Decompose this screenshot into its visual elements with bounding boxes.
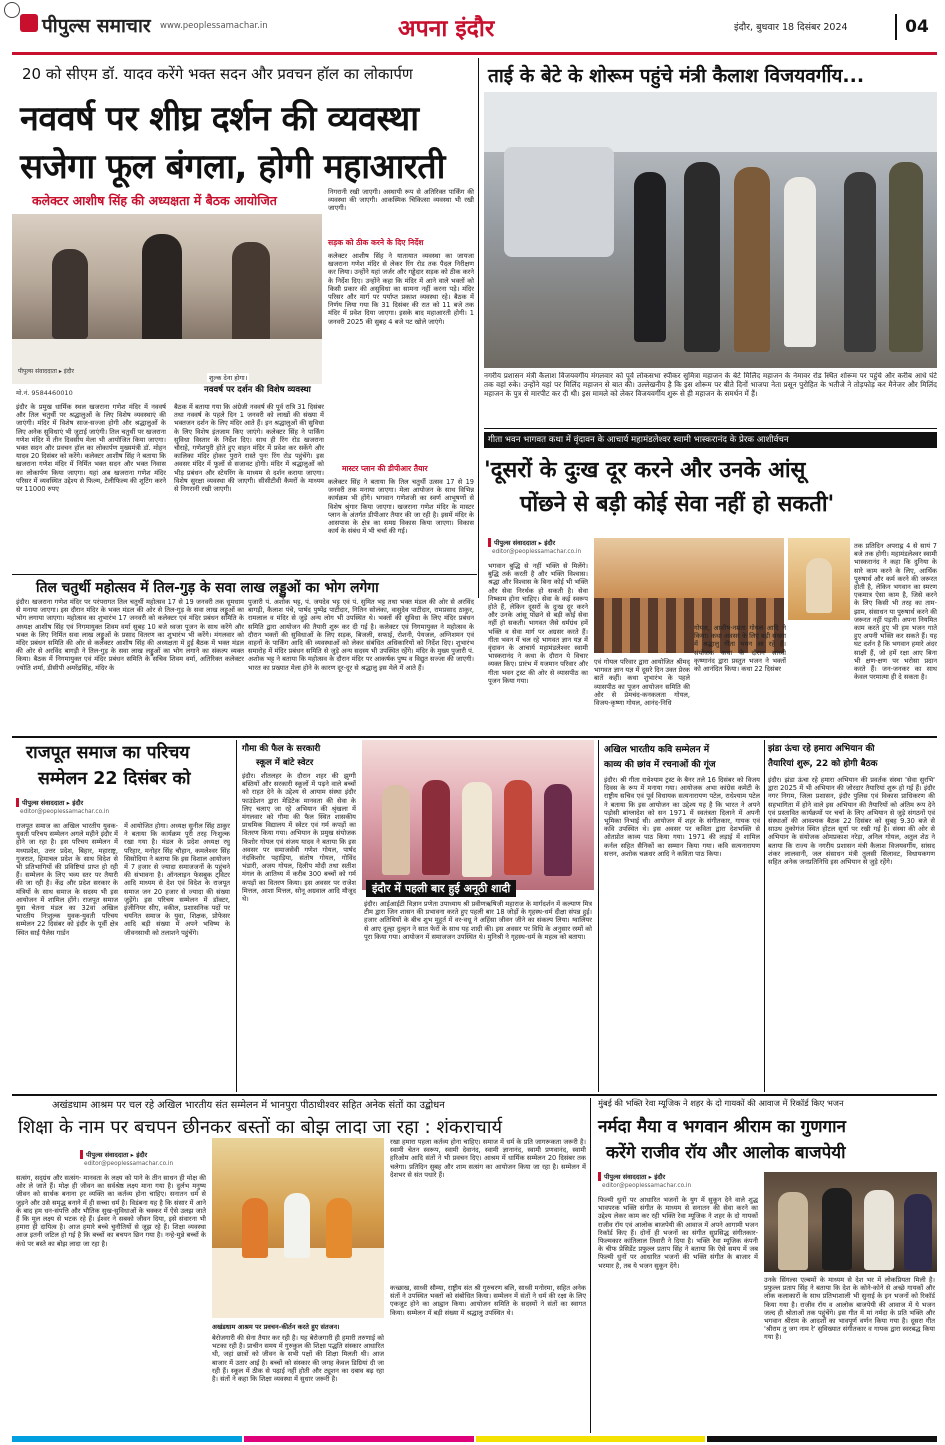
story5-col1: राजपूत समाज का अखिल भारतीय युवक-युवती परिचय सम्मेलन अगले महीने इंदौर में होने जा रहा है। इस परिचय सम्मेलन में मध्यप्रदेश, उत्तर प्रदेश, बिहार, महाराष्ट्र, गुजरात, हिमाचल प्रदेश के साथ विदेश से भी प्रतिभागियों की प्रविष्टियां प्राप्त हो रही हैं। सम्मेलन के लिए भव्य स्तर पर तैयारी की जा रही है। केंद्र और प्रदेश सरकार के मंत्रियों के साथ समाज के सदस्य भी इस आयोजन में शामिल होंगे। राजपूत समाज युवा चेतना मंडल का 32वां अखिल भारतीय निःशुल्क युवक-युवती परिचय सम्मेलन 22 दिसंबर को इंदौर के पूर्वी क्षेत्र स्थित साईं पैलेस गार्डन xyxy=(16,822,118,937)
person-silhouette-icon xyxy=(904,1194,932,1270)
story1-col1: इंदौर के प्रमुख धार्मिक स्थल खजराना गणेश मंदिर में नववर्ष और तिल चतुर्थी पर श्रद्धालुओं के लिए विशेष व्यवस्थाएं की जाएंगी। मंदिर में विशेष साज-सज्जा होगी और श्रद्धालुओं के लिए अनेक सुविधाएं भी जुटाई जाएंगी। तिल चतुर्थी पर खजराना गणेश मंदिर में तीन दिवसीय मेला भी आयोजित किया जाएगा। भक्त सदन और प्रवचन हॉल का लोकार्पण मुख्यमंत्री डॉ. मोहन यादव 20 दिसंबर को करेंगे। कलेक्टर आशीष सिंह ने बताया कि खजराना गणेश मंदिर में निर्मित भक्त सदन और भक्त निवास का लोकार्पण किया जाएगा। यहां अब खजराना गणेश मंदिर परिसर में व्यवस्थित उद्देश्य से फिल्म, टेलीफिल्म की शूटिंग करने पर 11000 रुपए xyxy=(16,403,166,494)
story1-headline-line1: नववर्ष पर शीघ्र दर्शन की व्यवस्था xyxy=(20,99,419,139)
stage-shape xyxy=(212,1248,384,1318)
person-silhouette-icon xyxy=(382,785,410,875)
story10-email[interactable]: editor@peoplessamachar.co.in xyxy=(84,1161,174,1167)
story4-headline: तिल चतुर्थी महोत्सव में तिल-गुड़ के सवा लाख लड्डुओं का भोग लगेगा xyxy=(36,580,379,596)
dateline: इंदौर, बुधवार 18 दिसंबर 2024 xyxy=(734,22,848,33)
story11-photo xyxy=(764,1172,937,1272)
story11-byline-name: पीपुल्स संवाददाता xyxy=(604,1173,647,1181)
story3-headline-line2: पोंछने से बड़ी कोई सेवा नहीं हो सकती' xyxy=(520,492,835,517)
story8-kicker-line1: अखिल भारतीय कवि सम्मेलन में xyxy=(604,745,710,755)
story3-col3: तक प्रतिदिन अपराह्न 4 से सायं 7 बजे तक होगी। महामंडलेश्वर स्वामी भास्करानंद ने कहा कि दुनिया के सारे काम करने के लिए, आर्थिक पुरुषार्थ और कर्म करने की जरूरत होती है, लेकिन भगवान का स्मरण एकमात्र ऐसा काम है, जिसे करने के लिए किसी भी तरह का ताम-झाम, संसाधन या पुरुषार्थ करने की जरूरत नहीं पड़ती। अपना नियमित काम करते हुए भी हम भजन गाते हुए अपनी भक्ति कर सकते हैं। यह घट दर्शन है कि भगवान हमारे अंदर साक्षी हैं, जो हमें रक्षा आए बिना भी क्षण-क्षण पर भरोसा प्रदान करते हैं। जन-जनकर का साथ केवल परमात्मा ही दे सकता है। xyxy=(854,542,937,682)
story-jhanda-abhiyan xyxy=(768,740,937,1092)
story7-photo xyxy=(362,740,594,890)
story11-kicker: मुंबई की भक्ति रेवा म्यूजिक ने शहर के दो गायकों की आवाज में रिकॉर्ड किए भजन xyxy=(598,1098,844,1108)
story11-headline-line1: नर्मदा मैया व भगवान श्रीराम का गुणगान xyxy=(598,1117,846,1137)
person-silhouette-icon xyxy=(326,1198,352,1258)
person-silhouette-icon xyxy=(242,1198,268,1258)
story6-body: इंदौर। शीतलहर के दौरान शहर की झुग्गी बस्तियों और सरकारी स्कूलों में पढ़ने वाले बच्चों को राहत देने के उद्देश्य से आयाम संस्था इंदौर फाउंडेशन द्वारा मेडिटेक मानवता की सेवा के लिए चलाए जा रहे अभियान की श्रृंखला में मंगलवार को गौमा की फैल स्थित शासकीय प्राथमिक विद्यालय में स्वेटर एवं गर्म कपड़ों का वितरण किया गया। अभियान के प्रमुख संयोजक किशोर गोयल एवं संजय यादव ने बताया कि इस अवसर पर समाजसेवी गणेश गोयल, पार्षद नंदकिशोर पहाड़िया, संतोष गोयल, गोविंद भंडारी, अजय गोयल, दिलीप मोदी तथा सतीश मंगल के आतिथ्य में करीब 300 बच्चों को गर्म कपड़ों का वितरण किया। इस अवसर पर राजेश मित्तल, आशा मित्तल, सोनू अग्रवाल आदि मौजूद थे। xyxy=(242,772,356,904)
person-silhouette-icon xyxy=(422,780,450,875)
table-shape xyxy=(12,339,322,384)
story9-body: इंदौर। झंडा ऊंचा रहे हमारा अभियान की प्रवर्तक संस्था 'सेवा सुरभि' द्वारा 2025 में भी अभियान की जोरदार तैयारियां शुरू हो गई हैं। इंदौर नगर निगम, जिला प्रशासन, इंदौर पुलिस एवं विकास प्राधिकरण की सहभागिता में होने वाले इस अभियान की तैयारियों को अंतिम रूप देने एवं प्रस्तावित कार्यक्रमों पर चर्चा के लिए अभियान से जुड़े संगठनों एवं संस्थाओं की आवश्यक बैठक 22 दिसंबर को सुबह 9.30 बजे से साउथ तुकोगंज स्थित होटल सूर्या पर रखी गई है। संस्था की ओर से अभियान के संयोजक ओमप्रकाश नरेड़ा, अनिल गोयल, अतुल शेठ ने बताया कि राज्य के नगरीय प्रशासन मंत्री कैलाश विजयवर्गीय, सांसद शंकर लालवानी, जल संसाधन मंत्री तुलसी सिलावट, विधायकगण सहित अनेक जनप्रतिनिधि इस अभियान से जुड़े रहेंगे। xyxy=(768,776,935,867)
story-tai-showroom xyxy=(484,58,937,428)
story-unique-wedding xyxy=(362,740,594,1092)
story1-sub1: सड़क को ठीक करने के दिए निर्देश xyxy=(328,238,424,247)
story1-deck: कलेक्टर आशीष सिंह की अध्यक्षता में बैठक आयोजित xyxy=(32,193,277,208)
story11-city: इंदौर xyxy=(654,1173,666,1181)
story11-headline-line2: करेंगे राजीव रॉय और आलोक बाजपेयी xyxy=(606,1143,846,1163)
story10-kicker: अखंडधाम आश्रम पर चल रहे अखिल भारतीय संत सम्मेलन में भानपुरा पीठाधीश्वर सहित अनेक संतों का उद्बोधन xyxy=(52,1100,445,1111)
story6-headline-line2: स्कूल में बांटे स्वेटर xyxy=(256,758,314,768)
masthead-rule xyxy=(12,52,937,55)
story10-col1: सत्संग, सद्ग्रंथ और सत्संग- मानवता के लक्ष्य को पाने के तीन साधन ही मोक्ष की ओर ले जाते हैं। मोक्ष ही जीवन का सर्वश्रेष्ठ लक्ष्य माना गया है। दुर्लभ मनुष्य जीवन को सार्थक बनाना हर व्यक्ति का कर्तव्य होना चाहिए। सनातन धर्म से जुड़ने और उसे समृद्ध बनाने में ही सच्चा धर्म है। विडंबना यह है कि संसार में आने के बाद हम धन-संपत्ति और भौतिक सुख-सुविधाओं के चक्कर में ऐसे उलझ जाते हैं कि मूल लक्ष्य से भटक रहे हैं। ईश्वर ने सबको जीवन दिया, इसे संवारना भी हमारा ही दायित्व है। आज हमारे बच्चे चुनौतियों से जूझ रहे हैं। शिक्षा व्यवस्था आज इतनी जटिल हो गई है कि बच्चों का बचपन छिन गया है। नन्हे-मुन्ने बच्चों के कंधे पर बस्ते का बोझ लादा जा रहा है। xyxy=(16,1174,206,1248)
section-rule xyxy=(12,736,937,738)
story-til-chaturthi xyxy=(12,574,477,734)
story10-col4: कच्छाख, साध्वी सौम्या, राष्ट्रीय संत श्री गुरुचरण बलि, साध्वी मनोरमा, सहित अनेक संतों ने उपस्थित भक्तों को संबोधित किया। सम्मेलन में संतों ने धर्म की रक्षा के लिए एकजुट होने का आह्वान किया। आयोजन समिति के सदस्यों ने संतों का स्वागत किया। सम्मेलन में बड़ी संख्या में श्रद्धालु उपस्थित थे। xyxy=(390,1284,586,1317)
story-shankaracharya xyxy=(12,1098,588,1433)
story-kavi-sammelan xyxy=(602,740,762,1092)
person-silhouette-icon xyxy=(142,234,182,344)
story5-byline-name: पीपुल्स संवाददाता xyxy=(22,799,65,807)
story11-col2: उनके सिंगल्स एल्बमों के माध्यम से देश भर में लोकप्रियता मिली है। प्रफुल्ल प्रताप सिंह ने बताया कि देश के कोने-कोने से अच्छे गायकों और लोक कलाकारों के साथ प्रतिभाशाली भी सुनाई के इन भजनों को रिकॉर्ड किया गया है। राजीव रॉय व आलोक बाजपेयी की आवाज में ये भजन जल्द ही श्रोताओं तक पहुंचेंगे। इस गीत में मां नर्मदा के प्रति भक्ति और भगवान श्रीराम के आदर्शों का भावपूर्ण वर्णन किया गया है। दूसरा गीत 'श्रीराम तु जग नाम रे' सुविख्यात संगीतकार व गायक द्वारा स्वरबद्ध किया गया है। xyxy=(764,1276,935,1342)
shop-window-shape xyxy=(484,92,937,152)
story1-byline: पीपुल्स संवाददाता xyxy=(18,368,57,375)
story1-headline-line2: सजेगा फूल बंगला, होगी महाआरती xyxy=(20,147,445,187)
person-silhouette-icon xyxy=(232,242,270,342)
story3-col2: गोयल, आशीष-नम्रता गोयल आदि ने किया। कथा अवसर के लिए बड़ी संख्या में श्रद्धालु गीता भवन आ रहे हैं। संयोजक कथा के दौरान साध्वी कृष्णानंद द्वारा प्रस्तुत भजन ने भक्तों को आनंदित किया। कथा 22 दिसंबर xyxy=(694,624,786,674)
story4-top-rule xyxy=(12,574,477,575)
story1-col2: बैठक में बताया गया कि अंग्रेजी नववर्ष की पूर्व रात्रि 31 दिसंबर तथा नववर्ष के पहले दिन 1 जनवरी को लाखों की संख्या में भक्तजन दर्शन के लिए मंदिर आते हैं। इन श्रद्धालुओं की सुविधा के लिए विशेष इंतजाम किए जाएंगे। कलेक्टर सिंह ने पार्किंग सुविधा विस्तार के निर्देश दिए। साथ ही रिंग रोड खजराना चौराहे, गणेशपुरी होते हुए वाहन मंदिर में प्रवेश कर सकेंगे और कालिका मंदिर होकर पुराने रास्ते पुनः रिंग रोड पहुंचेंगे। इस अवसर मंदिर में फूलों से सजावट होगी। मंदिर में श्रद्धालुओं को भीड़ प्रबंधन और स्टेयरिंग के माध्यम से दर्शन कराया जाएगा। विशेष सुरक्षा व्यवस्था की जाएगी। सीसीटीवी कैमरों के माध्यम से निगरानी रखी जाएगी। xyxy=(174,403,324,494)
story11-email[interactable]: editor@peoplessamachar.co.in xyxy=(602,1183,692,1189)
section-title: अपना इंदौर xyxy=(398,16,495,42)
magenta-swatch xyxy=(244,1436,474,1442)
story10-city: इंदौर xyxy=(136,1151,148,1159)
person-silhouette-icon xyxy=(52,249,88,339)
story-sweaters xyxy=(240,740,358,1092)
column-divider xyxy=(764,740,765,1092)
story2-caption: नगरीय प्रशासन मंत्री कैलाश विजयवर्गीय मंगलवार को पूर्व लोकसभा स्पीकर सुमित्रा महाजन के बेटे मिलिंद महाजन के नेमावर रोड स्थित शोरूम पर पहुंचे और करीब आधे घंटे तक वहां रुके। उन्होंने यहां पर मिलिंद महाजन से बात की। उल्लेखनीय है कि इस शोरूम पर बीते दिनों भाजपा नेता प्रसून पुरोहित के भतीजे ने तोड़फोड़ कर मैनेजर और मिलिंद महाजन के पुत्र से मारपीट कर दी थी। इस मामले को लेकर विजयवर्गीय शुरू से ही महाजन के समर्थन में हैं। xyxy=(484,372,937,398)
story1-phone: मो.नं. 9584460010 xyxy=(16,389,73,397)
story2-headline: ताई के बेटे के शोरूम पहुंचे मंत्री कैलाश विजयवर्गीय... xyxy=(488,65,865,87)
story11-byline: पीपुल्स संवाददाता ▸ इंदौर xyxy=(598,1172,665,1181)
story1-photo-caption: नववर्ष पर दर्शन की विशेष व्यवस्था xyxy=(204,385,311,395)
person-silhouette-icon xyxy=(544,784,572,876)
color-registration-strip xyxy=(12,1436,937,1442)
story3-col1: भगवान बुद्धि से नहीं भक्ति से मिलेंगे। बुद्धि तर्क करती है और भक्ति विश्वास। श्रद्धा और विश्वास के बिना कोई भी भक्ति और सेवा निरर्थक हो सकती है। सेवा निष्काम होना चाहिए। सेवा के कई स्वरूप होते हैं, लेकिन दूसरों के दुःख दूर करने और उनके आंसू पोंछने से बड़ी कोई सेवा नहीं हो सकती। भागवत जैसे धर्मग्रंथ हमें भक्ति व सेवा मार्ग पर अग्रसर करते हैं। गीता भवन में चल रहे भागवत ज्ञान यज्ञ में वृंदावन के आचार्य महामंडलेश्वर स्वामी भास्करानंद ने कथा के दौरान ये विचार व्यक्त किए। प्रारंभ में यजमान परिवार और गीता भवन ट्रस्ट की ओर से व्यासपीठ का पूजन किया गया। xyxy=(488,562,588,685)
story10-headline: शिक्षा के नाम पर बचपन छीनकर बस्तों का बोझ लादा जा रहा : शंकराचार्य xyxy=(18,1117,503,1138)
masthead xyxy=(0,0,945,54)
story1-kicker: 20 को सीएम डॉ. यादव करेंगे भक्त सदन और प्रवचन हॉल का लोकार्पण xyxy=(22,65,413,83)
story-rajput-samaj xyxy=(12,740,234,1092)
story-bhakti-reva xyxy=(594,1098,937,1433)
page-number: 04 xyxy=(895,14,937,40)
story1-col3b: कलेक्टर आशीष सिंह ने यातायात व्यवस्था का जायजा खजराना गणेश मंदिर से लेकर रिंग रोड तक पैदल निरीक्षण कर लिया। उन्होंने यहां जर्जर और गड्ढेदार सड़क को ठीक करने के निर्देश दिए। उन्होंने कहा कि मंदिर में आने वाले भक्तों को किसी प्रकार की असुविधा का सामना नहीं करना पड़े। मंदिर परिसर और मार्ग पर पर्याप्त प्रकाश व्यवस्था रहे। बैठक में निर्णय लिया गया कि 31 दिसंबर की रात को 11 बजे तक मंदिर में प्रवेश दिया जाएगा। इसके बाद महाआरती होगी। 1 जनवरी 2025 की सुबह 4 बजे पट खोले जाएंगे। xyxy=(328,252,474,326)
story1-photo xyxy=(12,214,322,384)
story3-kicker: गीता भवन भागवत कथा में वृंदावन के आचार्य महामंडलेश्वर स्वामी भास्करानंद के प्रेरक आशीर्वचन xyxy=(484,432,937,448)
story3-photo-caption: एवं गोयल परिवार द्वारा आयोजित श्रीमद् भागवत ज्ञान यज्ञ में दूसरे दिन उक्त प्रेरक बातें कहीं। कथा शुभारंभ के पहले व्यासपीठ का पूजन आयोजन समिति की ओर से प्रेमचंद-कनकलता गोयल, विजय-कृष्णा गोयल, आनंद-निधि xyxy=(594,658,690,708)
story5-email[interactable]: editor@peoplessamachar.co.in xyxy=(20,809,110,815)
story8-body: इंदौर। श्री गीता राधेश्याम ट्रस्ट के बैनर तले 16 दिसंबर को विजय दिवस के रूप में मनाया गया। आयोजक अभा कांग्रेस कमेटी के राष्ट्रीय सचिव एवं पूर्व विधायक सत्यनारायण पटेल, राधेश्याम पटेल ने बताया कि इस आयोजन का उद्देश्य यह है कि भारत ने अपने पड़ोसी बांग्लादेश को सन 1971 में स्वतंत्रता दिलाने में अपनी भूमिका निभाई थी। आयोजन में शहर के संगीतकार, गायक एवं कवि उपस्थित थे। इस अवसर पर कविता द्वारा देशभक्ति से ओतप्रोत काव्य पाठ किया गया। 1971 की लड़ाई में शामिल कर्नल सहित सैनिकों का सम्मान किया गया। कवि सत्यनारायण सत्तन, अशोक चक्रधर आदि ने कविता पाठ किया। xyxy=(604,776,760,858)
story5-headline-line2: सम्मेलन 22 दिसंबर को xyxy=(38,769,191,789)
person-silhouette-icon xyxy=(889,162,923,352)
cyan-swatch xyxy=(12,1436,242,1442)
logo-mark-icon xyxy=(20,14,38,32)
masthead-website[interactable]: www.peoplessamachar.in xyxy=(160,21,268,31)
person-silhouette-icon xyxy=(462,782,492,877)
story3-byline-name: पीपुल्स संवाददाता xyxy=(494,539,537,547)
story8-kicker-line2: काव्य की छांव में रचनाओं की गूंज xyxy=(604,760,716,770)
story2-photo xyxy=(484,92,937,368)
story7-body: इंदौर। आईआईटी विज्ञान प्रणेता उपाध्याय श्री प्रवीणऋषिजी महाराज के मार्गदर्शन में कल्याण मित्र टीम द्वारा जिन शासन की प्रभावना करते हुए पहली बार 18 जोड़ों के गृहस्थ-धर्म दीक्षा संपन्न हुई। हजार अतिथियों के बीच शुभ मुहूर्त में वर-वधू ने अहिंसा जीवन जीने का संकल्प लिया। ग्वालियर से आए दूल्हा दुल्हन ने सात फेरों के साथ यह शादी की। इस अवसर पर विधि के अनुसार रस्मों को पूरा किया गया। आयोजन में समाजजन उपस्थित थे। मुनिश्री ने गृहस्थ-धर्म के महत्व को बताया। xyxy=(364,900,592,941)
photo-credit: पीपुल्स संवाददाता ▸ इंदौर xyxy=(18,368,74,375)
story9-kicker-line2: तैयारियां शुरू, 22 को होगी बैठक xyxy=(768,759,878,769)
black-swatch xyxy=(707,1436,937,1442)
person-silhouette-icon xyxy=(784,177,816,347)
story-gita-bhavan xyxy=(484,432,937,732)
column-divider xyxy=(236,740,237,1092)
story1-city: इंदौर xyxy=(63,368,74,375)
story11-col1: फिल्मी धुनों पर आधारित भजनों के युग में सुकून देने वाले शुद्ध भावपरक भक्ति संगीत के माध्यम से सनातन की सेवा करने का उद्देश्य लेकर काम कर रही भक्ति रेवा म्यूजिक ने शहर के दो गायकों राजीव रॉय एवं आलोक बाजपेयी की आवाज में अपने आगामी भजन रिकॉर्ड किए हैं। दोनों ही भजनों का संगीत सुप्रसिद्ध संगीतकार-फिल्मकार कांतिलाल तिवारी ने दिया है। भक्ति रेवा म्यूजिक कंपनी के चीफ प्रेसिडेंट प्रफुल्ल प्रताप सिंह ने बताया कि ऐसे समय में जब फिल्मी धुनों पर आधारित भजनों की भक्ति संगीत के बाजार में भरमार है, तब ये भजन सुकून देंगे। xyxy=(598,1196,758,1270)
masthead-logo: पीपुल्स समाचार xyxy=(42,15,151,37)
story10-photo-caption: अखंडधाम आश्रम पर प्रवचन-कीर्तन करते हुए संतजन। xyxy=(212,1323,340,1331)
story1-sub2: मास्टर प्लान की डीपीआर तैयार xyxy=(342,464,428,473)
section-rule xyxy=(484,428,937,429)
story5-col2: में आयोजित होगा। अध्यक्ष सुनील सिंह ठाकुर ने बताया कि कार्यक्रम पूरी तरह निःशुल्क रखा गया है। मंडल के प्रदेश अध्यक्ष रघु परिहार, मनोहर सिंह चौहान, कमलेश्वर सिंह सिसोदिया ने बताया कि इस विशाल आयोजन में 7 हजार से ज्यादा समाजजनों के पहुंचने की संभावना है। ऑनलाइन फेसबुक ट्विटर आदि माध्यम से देश एवं विदेश के राजपूत समाज जन 20 हजार से ज्यादा की संख्या जुड़ेंगे। इस परिचय सम्मेलन में डॉक्टर, इंजीनियर सीए, वकील, प्रशासनिक पदों पर चयनित समाज के युवा, शिक्षक, प्रोफेसर आदि बड़ी संख्या में अपने भविष्य के जीवनसाथी को तलाशने पहुंचेंगे। xyxy=(124,822,230,937)
story3-city: इंदौर xyxy=(544,539,556,547)
story-khajrana xyxy=(12,58,477,598)
person-silhouette-icon xyxy=(634,172,666,342)
story4-col2: पुजारी पं. अशोक भट्ट, पं. जयदेव भट्ट एवं पं. सुमित भट्ट तथा भक्त मंडल की ओर से अरविंद बागड़ी, कैलाश पंचे, पार्षद पुष्पेंद्र पाटीदार, नितिन सोलंका, वासुदेव पाटीदार, रामप्रसाद ठाकुर, रामलाल व मंदिर से जुड़े अन्य लोग भी उपस्थित थे। भक्तों की सुविधा के लिए मंदिर प्रबंधन समिति द्वारा आयोजन की तैयारी शुरू कर दी गई है। कलेक्टर एवं निगमायुक्त ने महोत्सव के दौरान भक्तों की सुविधाओं के लिए सड़क, बिजली, सफाई, रोशनी, पेयजल, अग्निशमन एवं वाहनों के पार्किंग आदि की व्यवस्थाओं को लेकर संबंधित अधिकारियों को निर्देश दिए। शुभारंभ समारोह में मंदिर प्रबंधन समिति से जुड़े अन्य सदस्य भी उपस्थित रहेंगे। मंदिर के मुख्य पुजारी पं. अशोक भट्ट ने बताया कि महोत्सव के दौरान मंदिर पर आकर्षक पुष्प व विद्युत सज्जा की जाएगी। भारत का प्रख्यात मेला होने के कारण दूर-दूर से श्रद्धालु इस मेले में आते हैं। xyxy=(248,598,474,672)
story5-city: इंदौर xyxy=(72,799,84,807)
story10-col3: रखा हमारा पहला कर्तव्य होना चाहिए। समाज में धर्म के प्रति जागरूकता जरूरी है। स्वामी चेतन स्वरूप, स्वामी देवानंद, स्वामी ज्ञानानंद, स्वामी प्रणवानंद, स्वामी हरिओम आदि संतों ने भी प्रवचन दिए। आश्रम में धार्मिक सम्मेलन 20 दिसंबर तक चलेगा। प्रतिदिन सुबह और शाम सत्संग का आयोजन किया जा रहा है। सम्मेलन में देशभर से संत पधारे हैं। xyxy=(390,1138,586,1179)
story6-headline-line1: गौमा की फैल के सरकारी xyxy=(242,744,321,754)
story1-photo-sub: शुल्क देना होगा। xyxy=(209,374,248,382)
story3-byline: पीपुल्स संवाददाता ▸ इंदौर xyxy=(488,538,555,547)
story10-photo xyxy=(212,1138,384,1318)
person-silhouette-icon xyxy=(778,1192,808,1270)
story1-col3c: कलेक्टर सिंह ने बताया कि तिल चतुर्थी उत्सव 17 से 19 जनवरी तक मनाया जाएगा। मेला आयोजन के साथ विभिन्न कार्यक्रम भी होंगे। भगवान गणेशजी का स्वर्ण आभूषणों से विशेष श्रृंगार किया जाएगा। खजराना गणेश मंदिर के मास्टर प्लान के अंतर्गत डीपीआर तैयार की जा रही है। इसमें मंदिर के आसपास के क्षेत्र का समग्र विकास किया जाएगा। विकास कार्य के संबंध में भी चर्चा की गई। xyxy=(328,478,474,536)
story7-headline: इंदौर में पहली बार हुई अनूठी शादी xyxy=(366,880,516,897)
yellow-swatch xyxy=(476,1436,706,1442)
column-divider xyxy=(598,740,599,1092)
story4-col1: इंदौर। खजराना गणेश मंदिर पर परंपरागत तिल चतुर्थी महोत्सव 17 से 19 जनवरी तक धूमधाम से मनाया जाएगा। इस दौरान मंदिर के भक्त मंडल की ओर से तिल-गुड़ के सवा लाख लड्डुओं का भोग लगाया जाएगा। महोत्सव का शुभारंभ 17 जनवरी को कलेक्टर एवं मंदिर प्रबंधन समिति के अध्यक्ष आशीष सिंह एवं निगमायुक्त शिवम वर्मा सुबह 10 बजे ध्वजा पूजन के साथ करेंगे और भक्त के लिए निर्मित सवा लाख लड्डुओं के प्रसाद वितरण का शुभारंभ भी करेंगे। मंगलवार को मंदिर प्रबंधन समिति की ओर से कलेक्टर आशीष सिंह की अध्यक्षता में हुई बैठक में भक्त मंडल की ओर से अरविंद बागड़ी ने तिल-गुड़ के सवा लाख लड्डुओं का भोग लगाने का संकल्प व्यक्त किया। बैठक में निगमायुक्त एवं मंदिर प्रबंधन समिति के सचिव शिवम वर्मा, अतिरिक्त कलेक्टर ज्योति शर्मा, डीसीपी अमरेंद्रसिंह, मंदिर के xyxy=(16,598,244,672)
story5-headline-line1: राजपूत समाज का परिचय xyxy=(26,743,190,763)
story3-headline-line1: 'दूसरों के दुःख दूर करने और उनके आंसू xyxy=(484,458,806,483)
person-silhouette-icon xyxy=(844,172,876,352)
person-silhouette-icon xyxy=(284,1193,310,1258)
person-silhouette-icon xyxy=(734,167,770,352)
person-silhouette-icon xyxy=(504,780,532,875)
registration-marks-icon xyxy=(4,2,20,18)
vehicle-shape xyxy=(504,147,614,257)
person-silhouette-icon xyxy=(864,1190,894,1270)
story10-byline: पीपुल्स संवाददाता ▸ इंदौर xyxy=(80,1150,147,1159)
story9-kicker-line1: झंडा ऊंचा रहे हमारा अभियान की xyxy=(768,744,875,754)
story5-byline: पीपुल्स संवाददाता ▸ इंदौर xyxy=(16,798,83,807)
column-divider xyxy=(590,1098,591,1433)
column-divider xyxy=(478,58,479,598)
section-rule xyxy=(12,1094,937,1096)
story3-email[interactable]: editor@peoplessamachar.co.in xyxy=(492,549,582,555)
story10-col2: बेरोजगारी की सेना तैयार कर रही है। यह बेरोजगारी ही हमारी तरुणाई को भटका रही है। प्राचीन समय में गुरुकुल की शिक्षा पद्धति संस्कार आधारित थी, जहां छात्रों को जीवन के सभी पक्षों की शिक्षा मिलती थी। आज बाजार में उतार आई है। बच्चों को संस्कार की जगह केवल डिग्रियां दी जा रही हैं। स्कूल में ठीक से पढ़ाई नहीं होती और ट्यूशन का दबाव बढ़ रहा है। संतों ने कहा कि शिक्षा व्यवस्था में सुधार जरूरी है। xyxy=(212,1334,384,1384)
person-silhouette-icon xyxy=(684,162,720,352)
story10-byline-name: पीपुल्स संवाददाता xyxy=(86,1151,129,1159)
person-silhouette-icon xyxy=(822,1188,852,1270)
story1-col3a: निगरानी रखी जाएगी। अस्थायी रूप से अतिरिक्त पार्किंग की व्यवस्था की जाएगी। आकस्मिक चिकित्सा व्यवस्था भी रखी जाएगी। xyxy=(328,188,474,213)
